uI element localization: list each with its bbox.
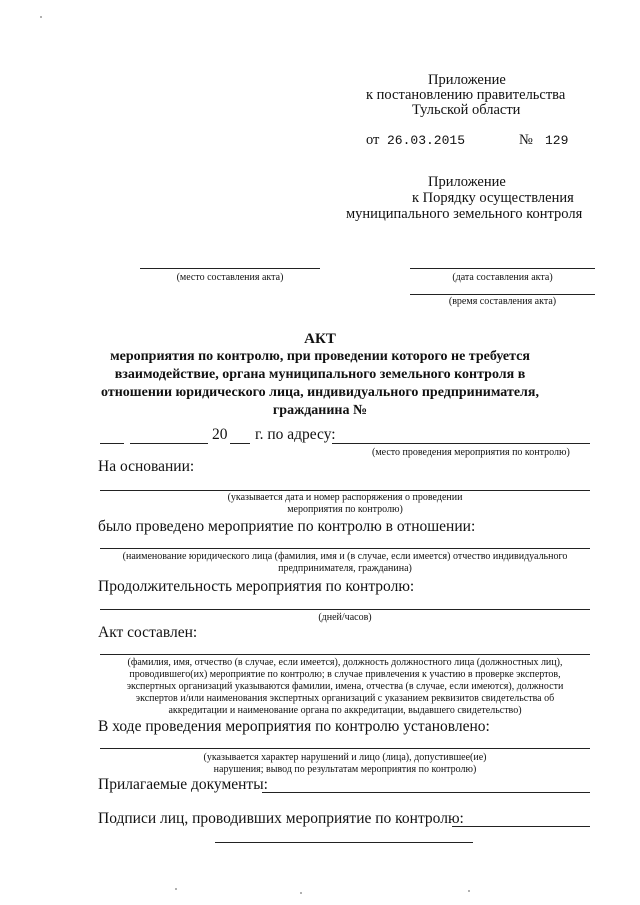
established-caption-1: (указывается характер нарушений и лицо (лица), допустившее(ие) xyxy=(203,752,487,763)
basis-label: На основании: xyxy=(98,458,195,475)
basis-caption-2: мероприятия по контролю) xyxy=(287,504,403,515)
appendix-to-decree: к постановлению правительства xyxy=(366,87,566,103)
entity-caption-1: (наименование юридического лица (фамилия, имя и (в случае, если имеется) отчество индивидуального xyxy=(122,551,568,562)
entity-line xyxy=(100,548,590,549)
scan-speck xyxy=(468,890,470,892)
compiled-caption-3: экспертных организаций указываются фамилии, имена, отчества (в случае, если имеются), должности xyxy=(126,681,564,692)
signature-line-1 xyxy=(452,826,590,827)
appendix2-title: Приложение xyxy=(428,174,506,190)
entity-caption-2: предпринимателя, гражданина) xyxy=(278,563,412,574)
basis-caption-1: (указывается дата и номер распоряжения о проведении xyxy=(227,492,463,503)
basis-line xyxy=(100,490,590,491)
appendix-region: Тульской области xyxy=(412,102,521,118)
place-line xyxy=(140,268,320,269)
scan-speck xyxy=(40,16,42,18)
compiled-line xyxy=(100,654,590,655)
date-line xyxy=(410,268,595,269)
year-prefix: 20 xyxy=(212,426,228,443)
established-label: В ходе проведения мероприятия по контролю установлено: xyxy=(98,718,490,735)
compiled-caption-5: аккредитации и наименование органа по аккредитации, выдавшего свидетельство) xyxy=(168,705,522,716)
address-label: г. по адресу: xyxy=(255,426,336,443)
decree-number-prefix: № xyxy=(519,132,533,148)
act-title: АКТ xyxy=(304,331,336,347)
appendix2-line2: муниципального земельного контроля xyxy=(346,206,583,222)
act-subtitle-1: мероприятия по контролю, при проведении которого не требуется xyxy=(110,349,530,364)
decree-number: 129 xyxy=(545,133,569,148)
scan-speck xyxy=(175,888,177,890)
compiled-caption-4: экспертов и/или наименования экспертных организаций с указанием реквизитов свидетельства об xyxy=(135,693,555,704)
appendix2-line1: к Порядку осуществления xyxy=(412,190,574,206)
decree-date-prefix: от xyxy=(366,132,380,148)
time-caption: (время составления акта) xyxy=(448,296,557,307)
compiled-caption-1: (фамилия, имя, отчество (в случае, если имеется), должность должностного лица (должностных лиц), xyxy=(127,657,563,668)
address-caption: (место проведения мероприятия по контролю) xyxy=(372,447,570,458)
attachments-label: Прилагаемые документы: xyxy=(98,776,268,793)
act-subtitle-4: гражданина № xyxy=(272,403,368,418)
address-line xyxy=(332,443,590,444)
decree-date: 26.03.2015 xyxy=(387,133,466,148)
time-line xyxy=(410,294,595,295)
signature-line-2 xyxy=(215,842,473,843)
established-caption-2: нарушения; вывод по результатам мероприятия по контролю) xyxy=(213,764,477,775)
date-caption: (дата составления акта) xyxy=(452,272,553,283)
act-subtitle-2: взаимодействие, органа муниципального земельного контроля в xyxy=(114,367,526,382)
year-line xyxy=(230,443,250,444)
duration-line xyxy=(100,609,590,610)
scan-speck xyxy=(300,892,302,894)
appendix-title: Приложение xyxy=(428,72,506,88)
conducted-label: было проведено мероприятие по контролю в отношении: xyxy=(98,518,476,535)
place-caption: (место составления акта) xyxy=(176,272,284,283)
duration-caption: (дней/часов) xyxy=(318,612,372,623)
compiled-caption-2: проводившего(их) мероприятие по контролю; в случае привлечения к участию в проверке экспертов, xyxy=(129,669,561,680)
act-subtitle-3: отношении юридического лица, индивидуального предпринимателя, xyxy=(101,385,539,400)
established-line xyxy=(100,748,590,749)
day-line xyxy=(100,443,124,444)
duration-label: Продолжительность мероприятия по контролю: xyxy=(98,578,415,595)
compiled-label: Акт составлен: xyxy=(98,624,198,641)
attachments-line xyxy=(262,792,590,793)
signatures-label: Подписи лиц, проводивших мероприятие по контролю: xyxy=(98,810,464,827)
month-line xyxy=(130,443,208,444)
